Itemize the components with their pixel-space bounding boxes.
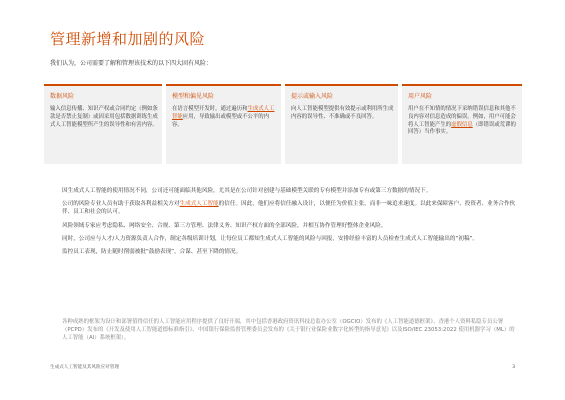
text-run: （即错误或荒谬的回答）当作事实。 <box>408 121 516 136</box>
risk-card-model <box>166 84 281 164</box>
text-run: 应用，导致输出或模型或不公平的内容。 <box>172 113 270 128</box>
card-body <box>50 106 158 129</box>
body-text <box>62 187 517 261</box>
card-accent-bar <box>44 84 162 86</box>
card-heading: 用户风险 <box>408 93 433 100</box>
card-accent-bar <box>166 84 281 86</box>
inline-link[interactable]: 生成式人工智能 <box>172 106 275 120</box>
inline-link[interactable]: 虚假信息 <box>451 121 473 128</box>
footer-title: 生成式人工智能及其风险应对管理 <box>50 365 119 370</box>
text-run: 因生成式人工智能的使用情况不同，公司还可能面临其他风险，尤其是在公司针对创建与基础模型关联的专有模型并添加专有或第三方数据的情况下。 <box>62 188 432 194</box>
risk-cards <box>44 84 522 164</box>
text-run: 的信任。因此，他们应将信任融入设计，以便任为价值主张，而非一味追求速度。以此来保障客户、投资者、业务合作伙伴、员工和社会的认可。 <box>62 201 516 216</box>
text-run: 在语言模型开发时，通过遍历和 <box>172 106 248 112</box>
body-paragraph <box>62 222 517 230</box>
body-paragraph <box>62 235 517 243</box>
text-run: 用户在不知情的情况下采纳错误信息和其他不良内容对信息造成的偏误。例如，用户可能会将人工智能产生的 <box>408 106 516 128</box>
card-body <box>408 106 518 137</box>
body-paragraph <box>62 187 517 195</box>
card-body <box>172 106 277 129</box>
body-paragraph <box>62 248 517 256</box>
text-run: 公司的风险专业人员有助于获取各利益相关方对 <box>62 201 180 208</box>
card-accent-bar <box>285 84 398 86</box>
framework-note: 各种成熟的框架为设计和部署值得信任的人工智能应用程序提供了良好开端，其中包括香港政府资讯科技总监办公室（OGCIO）发布的《人工智能道德框架》、香港个人资料私隐专员公署（PCPD）发布的《开发及使用人工智能道德标准指引》、中国银行保险监督管理委员会发布的《关于银行业保险业数字化转型的指导意见》以及ISO/IEC 23053:2022 使用机器学习（ML）的人工智能（AI）系统框架）。 <box>62 319 515 341</box>
card-heading: 模型和偏见风险 <box>172 93 215 100</box>
text-run: 风险领域专家应考虑隐私、网络安全、合规、第三方管理、法律义务、知识产权方面的全部风险，并相互协作管理好整体企业风险。 <box>62 222 387 229</box>
text-run: 向人工智能模型提供有效提示或利用所生成内容的误导性、不准确或不良回答。 <box>291 106 394 120</box>
page-title: 管理新增和加剧的风险 <box>50 30 206 48</box>
card-body <box>291 106 394 122</box>
card-accent-bar <box>402 84 522 86</box>
risk-card-user <box>402 84 522 164</box>
text-run: 同时，公司应与人才/人力资源负责人合作，制定各级培训计划，让每位员工都知生成式人工智能的风险与回报，安排经验丰富的人员检查生成式人工智能输出的“初稿”。 <box>62 235 479 242</box>
inline-link[interactable]: 生成式人工智能 <box>179 201 219 208</box>
risk-card-prompt <box>285 84 398 164</box>
text-run: 输入信息传播、知识产权或合同约定（例如条款是否禁止复制）或因采用包括数据训练生成式人工智能模型所产生的误导性和有害内容。 <box>50 106 158 128</box>
page-number: 3 <box>512 365 515 370</box>
card-heading: 数据风险 <box>50 93 75 100</box>
card-heading: 提示或输入风险 <box>291 93 334 100</box>
body-paragraph <box>62 200 517 216</box>
risk-card-data <box>44 84 162 164</box>
text-run: 监控员工表现，防止随时削弱被批“鼓励表现”，合谋、甚至下降的情况。 <box>62 249 242 256</box>
intro-text: 我们认为，公司需要了解和管理该技术的以下四大固有风险： <box>50 60 213 67</box>
